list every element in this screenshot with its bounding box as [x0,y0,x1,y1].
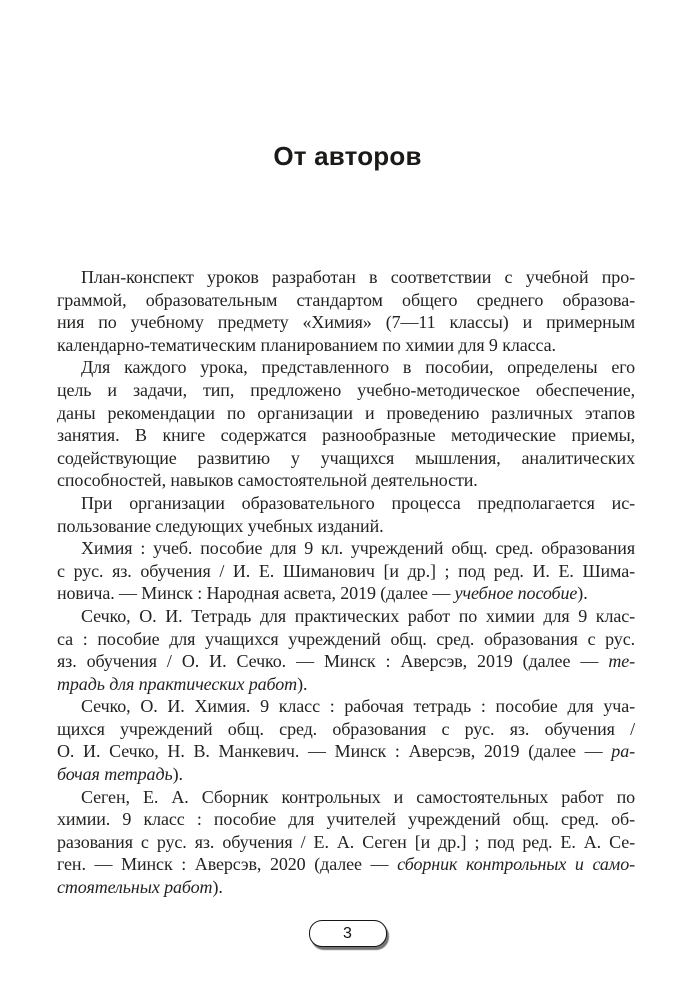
text-run: разования с рус. яз. обучения / Е. А. Сеген [и др.] ; под ред. Е. А. Се- [57,831,635,852]
text-run: новича. — Минск : Народная асвета, 2019 (далее — [57,583,455,604]
italic-run: учебное пособие [454,583,578,604]
text-run: пользование следующих учебных изданий. [57,515,384,536]
text-run: занятия. В книге содержатся разнообразные методические приемы, [57,425,635,446]
text-run: ). [212,877,223,898]
text-line [57,808,635,831]
text-line [57,560,635,583]
page-number-badge [309,920,387,947]
text-run: са : пособие для учащихся учреждений общ. сред. образования с рус. [57,628,635,649]
text-run: ген. — Минск : Аверсэв, 2020 (далее — [57,854,398,875]
paragraph [57,786,635,899]
text-run: ). [577,583,588,604]
text-run: Сечко, О. И. Химия. 9 класс : рабочая тетрадь : пособие для уча- [81,696,635,717]
text-run: Химия : учеб. пособие для 9 кл. учреждений общ. сред. образования [81,538,635,559]
text-line [57,469,635,492]
text-line [57,356,635,379]
paragraph [57,537,635,605]
paragraph [57,695,635,785]
text-line [57,786,635,809]
text-line [57,831,635,854]
text-run: цель и задачи, тип, предложено учебно-методическое обеспечение, [57,379,635,400]
page-title: От авторов [273,141,422,171]
italic-run: традь для практических работ [57,673,298,694]
text-block [57,266,635,899]
text-run: ). [172,764,183,785]
text-run: ). [297,673,308,694]
text-line [57,266,635,289]
paragraph [57,266,635,356]
text-line [57,605,635,628]
text-line [57,628,635,651]
text-run: щихся учреждений общ. сред. образования с рус. яз. обучения / [57,718,635,739]
text-run: способностей, навыков самостоятельной деятельности. [57,470,478,491]
text-line [57,447,635,470]
text-line [57,537,635,560]
text-run: содействующие развитию у учащихся мышления, аналитических [57,447,635,468]
text-line [57,673,635,696]
text-run: ния по учебному предмету «Химия» (7—11 классы) и примерным [57,312,635,333]
text-run: План-конспект уроков разработан в соответствии с учебной про- [81,267,635,287]
text-line [57,695,635,718]
paragraph [57,605,635,695]
text-run: календарно-тематическим планированием по химии для 9 класса. [57,334,556,355]
italic-run: ра- [611,741,635,762]
page-number: 3 [343,924,352,942]
text-run: Для каждого урока, представленного в пособии, определены его [81,357,635,378]
text-line [57,740,635,763]
text-line [57,853,635,876]
text-line [57,763,635,786]
italic-run: бочая тетрадь [57,764,173,785]
text-run: яз. обучения / О. И. Сечко. — Минск : Аверсэв, 2019 (далее — [57,651,609,672]
text-run: Сечко, О. И. Тетрадь для практических работ по химии для 9 клас- [81,605,635,626]
text-line [57,650,635,673]
text-run: При организации образовательного процесса предполагается ис- [81,492,635,513]
text-run: химии. 9 класс : пособие для учителей учреждений общ. сред. об- [57,809,635,830]
italic-run: стоятельных работ [57,877,213,898]
text-run: с рус. яз. обучения / И. Е. Шиманович [и др.] ; под ред. И. Е. Шима- [57,560,635,581]
text-line [57,402,635,425]
text-run: О. И. Сечко, Н. В. Манкевич. — Минск : Аверсэв, 2019 (далее — [57,741,612,762]
italic-run: те- [608,651,635,672]
text-line [57,334,635,357]
paragraph [57,492,635,537]
text-run: даны рекомендации по организации и проведению различных этапов [57,402,635,423]
text-line [57,289,635,312]
text-line [57,311,635,334]
text-run: граммой, образовательным стандартом общего среднего образова- [57,289,635,310]
text-line [57,492,635,515]
text-line [57,876,635,899]
text-line [57,424,635,447]
text-line [57,515,635,538]
italic-run: сборник контрольных и само- [397,854,635,875]
text-run: Сеген, Е. А. Сборник контрольных и самостоятельных работ по [81,786,635,807]
text-line [57,718,635,741]
text-line [57,582,635,605]
text-line [57,379,635,402]
paragraph [57,356,635,492]
